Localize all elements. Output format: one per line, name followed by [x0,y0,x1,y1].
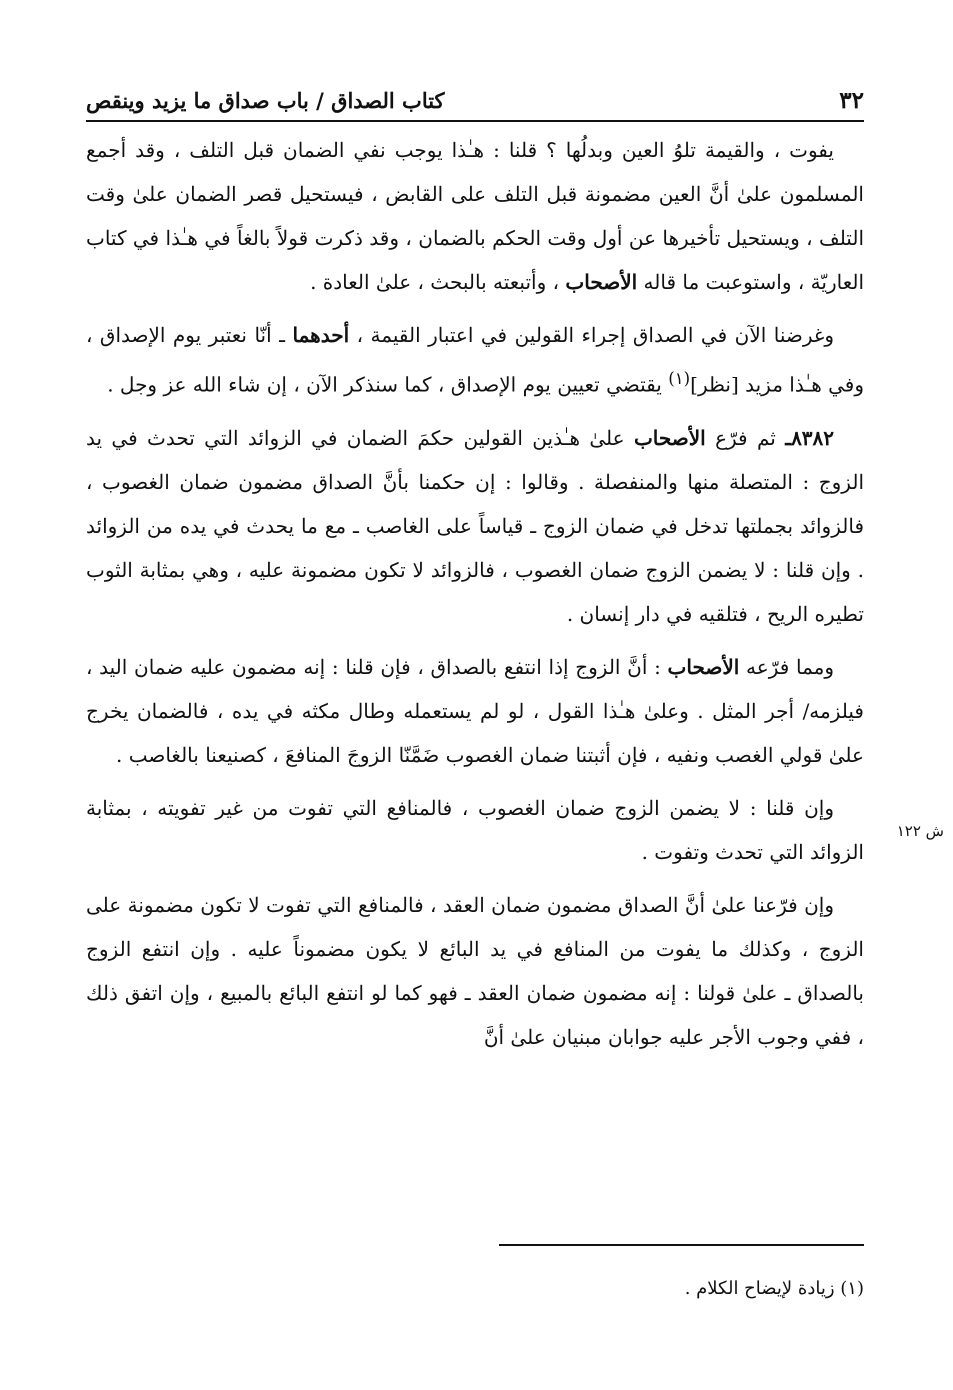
paragraph-number: ٨٣٨٢ـ [785,425,835,450]
paragraph-4-a: ومما فرّعه [746,654,835,679]
bold-term: الأصحاب [667,654,740,679]
paragraph-3-b: علىٰ هـٰذين القولين حكمَ الضمان في الزوائد التي تحدث في يد الزوج : المتصلة منها والمنفصلة . وقالوا : إن حكمنا بأنَّ الصداق مضمون ضمان الغصوب ، فالزوائد بجملتها تدخل في ضمان الزوج ـ قياساً على الغاصب ـ مع ما يحدث في يده من الزوائد . وإن قلنا : لا يضمن الزوج ضمان الغصوب ، فالزوائد لا تكون مضمونة عليه ، وهي بمثابة الثوب تطيره الريح ، فتلقيه في دار إنسان . [86,425,864,626]
paragraph-4-b: : أنَّ الزوج إذا انتفع بالصداق ، فإن قلنا : إنه مضمون عليه ضمان اليد ، فيلزمه/ أجر المثل . وعلىٰ هـٰذا القول ، لو لم يستعمله وطال مكثه في يده ، فالضمان يخرج علىٰ قولي الغصب ونفيه ، فإن أثبتنا ضمان الغصوب ضَمَّنّا الزوجَ المنافعَ ، كصنيعنا بالغاصب . [86,654,864,767]
paragraph-2-rest: ـ أنّا نعتبر يوم الإصداق ، وفي هـٰذا مزيد [نظر] [86,323,864,397]
footnote-number: (١) [840,1278,864,1299]
body-text [86,128,864,1068]
footnote-divider [499,1244,864,1246]
paragraph-2-start: وغرضنا الآن في الصداق إجراء القولين في اعتبار القيمة ، [356,323,835,347]
paragraph-3-a: ثم فرّع [715,425,776,450]
bold-term: أحدهما [292,323,350,347]
running-title: كتاب الصداق / باب صداق ما يزيد وينقص [86,87,445,113]
paragraph-4 [86,645,864,777]
footnote-reference: (١) [668,369,691,388]
paragraph-1-end: ، وأتبعته بالبحث ، علىٰ العادة . [310,270,560,294]
paragraph-1-text: يفوت ، والقيمة تلوُ العين وبدلُها ؟ قلنا : هـٰذا يوجب نفي الضمان قبل التلف ، وقد أجمع المسلمون علىٰ أنَّ العين مضمونة قبل التلف على القابض ، فيستحيل قصر الضمان علىٰ وقت التلف ، ويستحيل تأخيرها عن أول وقت الحكم بالضمان ، وقد ذكرت قولاً بالغاً في هـٰذا في كتاب العاريّة ، واستوعبت ما قاله [86,138,864,294]
paragraph-3 [86,416,864,636]
bold-term: الأصحاب [565,270,638,294]
footnote-text: زيادة لإيضاح الكلام . [684,1278,835,1299]
paragraph-5: وإن قلنا : لا يضمن الزوج ضمان الغصوب ، فالمنافع التي تفوت من غير تفويته ، بمثابة الزوائد التي تحدث وتفوت . [86,795,864,864]
page-number: ٣٢ [839,86,864,114]
margin-note: ش ١٢٢ [896,822,944,840]
bold-term: الأصحاب [633,425,706,450]
paragraph-1 [86,128,864,304]
paragraph-2-end: يقتضي تعيين يوم الإصداق ، كما سنذكر الآن ، إن شاء الله عز وجل . [107,372,662,397]
paragraph-6: وإن فرّعنا علىٰ أنَّ الصداق مضمون ضمان العقد ، فالمنافع التي تفوت لا تكون مضمونة على الزوج ، وكذلك ما يفوت من المنافع في يد البائع لا يكون مضموناً عليه . وإن انتفع الزوج بالصداق ـ علىٰ قولنا : إنه مضمون ضمان العقد ـ فهو كما لو انتفع البائع بالمبيع ، وإن اتفق ذلك ، ففي وجوب الأجر عليه جوابان مبنيان علىٰ أنَّ [86,892,864,1049]
page-header [86,80,864,122]
footnote [685,1278,864,1299]
paragraph-2 [86,313,864,407]
